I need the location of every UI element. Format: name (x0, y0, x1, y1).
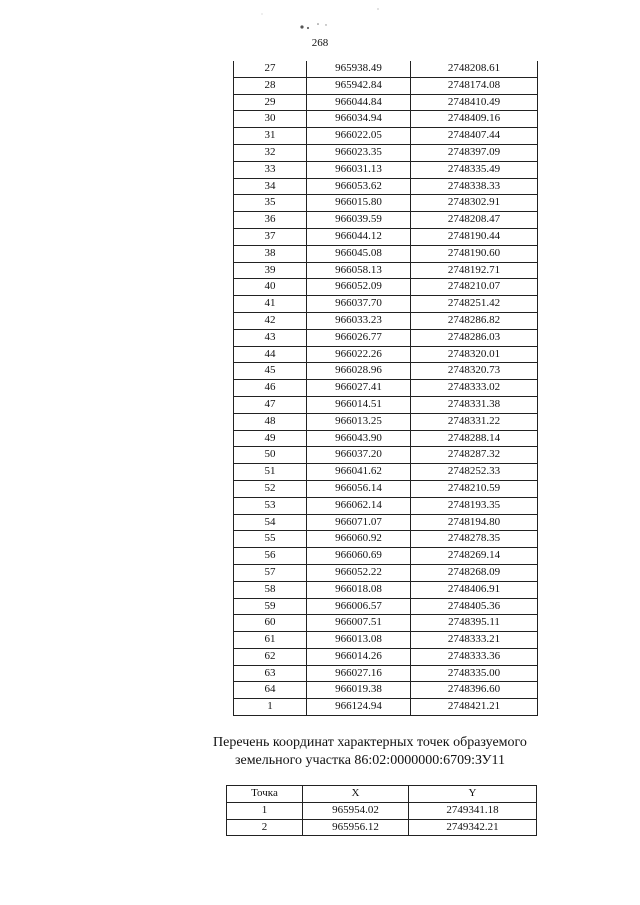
y-coordinate-cell: 2748333.02 (411, 380, 538, 397)
x-coordinate-cell: 966022.26 (307, 346, 411, 363)
point-number-cell: 57 (234, 564, 307, 581)
header-point: Точка (227, 786, 303, 803)
point-number-cell: 28 (234, 77, 307, 94)
x-coordinate-cell: 965938.49 (307, 61, 411, 77)
point-number-cell: 46 (234, 380, 307, 397)
table-row (234, 178, 538, 195)
x-coordinate-cell: 966019.38 (307, 682, 411, 699)
x-coordinate-cell: 966056.14 (307, 480, 411, 497)
point-number-cell: 1 (227, 802, 303, 819)
table-row (234, 632, 538, 649)
table-row (234, 581, 538, 598)
point-number-cell: 62 (234, 648, 307, 665)
table-row (234, 245, 538, 262)
caption-line-1: Перечень координат характерных точек образуемого (213, 735, 527, 750)
point-number-cell: 60 (234, 615, 307, 632)
point-number-cell: 56 (234, 548, 307, 565)
point-number-cell: 33 (234, 161, 307, 178)
table-row (234, 665, 538, 682)
y-coordinate-cell: 2748174.08 (411, 77, 538, 94)
x-coordinate-cell: 965954.02 (303, 802, 409, 819)
x-coordinate-cell: 966034.94 (307, 111, 411, 128)
point-number-cell: 36 (234, 212, 307, 229)
point-number-cell: 55 (234, 531, 307, 548)
table-row (234, 464, 538, 481)
y-coordinate-cell: 2748421.21 (411, 699, 538, 716)
point-number-cell: 64 (234, 682, 307, 699)
y-coordinate-cell: 2748288.14 (411, 430, 538, 447)
y-coordinate-cell: 2748210.59 (411, 480, 538, 497)
point-number-cell: 37 (234, 228, 307, 245)
point-number-cell: 45 (234, 363, 307, 380)
header-y: Y (409, 786, 537, 803)
x-coordinate-cell: 966013.08 (307, 632, 411, 649)
point-number-cell: 40 (234, 279, 307, 296)
point-number-cell: 30 (234, 111, 307, 128)
point-number-cell: 27 (234, 61, 307, 77)
table-row (234, 615, 538, 632)
point-number-cell: 63 (234, 665, 307, 682)
x-coordinate-cell: 966058.13 (307, 262, 411, 279)
caption-line-2: земельного участка 86:02:0000000:6709:ЗУ11 (234, 753, 506, 768)
y-coordinate-cell: 2748269.14 (411, 548, 538, 565)
table-row (234, 380, 538, 397)
table-row (234, 480, 538, 497)
y-coordinate-cell: 2748190.60 (411, 245, 538, 262)
point-number-cell: 51 (234, 464, 307, 481)
x-coordinate-cell: 966006.57 (307, 598, 411, 615)
table-row (227, 802, 537, 819)
point-number-cell: 2 (227, 819, 303, 836)
y-coordinate-cell: 2748208.61 (411, 61, 538, 77)
table-row (234, 598, 538, 615)
point-number-cell: 32 (234, 144, 307, 161)
x-coordinate-cell: 965956.12 (303, 819, 409, 836)
parcel-coordinates-table (226, 785, 537, 836)
scan-specks (240, 4, 400, 38)
table-row (234, 161, 538, 178)
table-row (234, 682, 538, 699)
y-coordinate-cell: 2748193.35 (411, 497, 538, 514)
y-coordinate-cell: 2748320.73 (411, 363, 538, 380)
point-number-cell: 52 (234, 480, 307, 497)
point-number-cell: 44 (234, 346, 307, 363)
point-number-cell: 39 (234, 262, 307, 279)
y-coordinate-cell: 2748406.91 (411, 581, 538, 598)
x-coordinate-cell: 966014.26 (307, 648, 411, 665)
point-number-cell: 47 (234, 396, 307, 413)
y-coordinate-cell: 2748331.22 (411, 413, 538, 430)
y-coordinate-cell: 2748287.32 (411, 447, 538, 464)
y-coordinate-cell: 2748278.35 (411, 531, 538, 548)
table-row (234, 77, 538, 94)
table-row (234, 564, 538, 581)
point-number-cell: 34 (234, 178, 307, 195)
x-coordinate-cell: 966060.69 (307, 548, 411, 565)
point-number-cell: 43 (234, 329, 307, 346)
table-row (234, 262, 538, 279)
page-number: 268 (311, 37, 329, 49)
x-coordinate-cell: 966023.35 (307, 144, 411, 161)
table-row (234, 531, 538, 548)
point-number-cell: 54 (234, 514, 307, 531)
y-coordinate-cell: 2748409.16 (411, 111, 538, 128)
point-number-cell: 42 (234, 312, 307, 329)
point-number-cell: 38 (234, 245, 307, 262)
table-row (227, 819, 537, 836)
y-coordinate-cell: 2748210.07 (411, 279, 538, 296)
table-row (234, 111, 538, 128)
y-coordinate-cell: 2748286.82 (411, 312, 538, 329)
x-coordinate-cell: 966053.62 (307, 178, 411, 195)
y-coordinate-cell: 2748335.49 (411, 161, 538, 178)
x-coordinate-cell: 965942.84 (307, 77, 411, 94)
section-caption (150, 734, 590, 770)
y-coordinate-cell: 2748338.33 (411, 178, 538, 195)
table-row (234, 363, 538, 380)
y-coordinate-cell: 2748252.33 (411, 464, 538, 481)
x-coordinate-cell: 966037.20 (307, 447, 411, 464)
table-row (234, 329, 538, 346)
table-row (234, 396, 538, 413)
table-row (234, 447, 538, 464)
x-coordinate-cell: 966044.84 (307, 94, 411, 111)
table-row (234, 346, 538, 363)
table-row (234, 128, 538, 145)
x-coordinate-cell: 966124.94 (307, 699, 411, 716)
table-row (234, 430, 538, 447)
x-coordinate-cell: 966043.90 (307, 430, 411, 447)
x-coordinate-cell: 966052.22 (307, 564, 411, 581)
x-coordinate-cell: 966028.96 (307, 363, 411, 380)
table-row (234, 296, 538, 313)
point-number-cell: 1 (234, 699, 307, 716)
x-coordinate-cell: 966071.07 (307, 514, 411, 531)
table-row (234, 514, 538, 531)
y-coordinate-cell: 2748331.38 (411, 396, 538, 413)
point-number-cell: 59 (234, 598, 307, 615)
y-coordinate-cell: 2748410.49 (411, 94, 538, 111)
x-coordinate-cell: 966039.59 (307, 212, 411, 229)
y-coordinate-cell: 2748396.60 (411, 682, 538, 699)
table-row (234, 61, 538, 77)
y-coordinate-cell: 2748302.91 (411, 195, 538, 212)
table-row (234, 413, 538, 430)
y-coordinate-cell: 2748395.11 (411, 615, 538, 632)
x-coordinate-cell: 966037.70 (307, 296, 411, 313)
table-header-row (227, 786, 537, 803)
table-row (234, 312, 538, 329)
y-coordinate-cell: 2748407.44 (411, 128, 538, 145)
y-coordinate-cell: 2748397.09 (411, 144, 538, 161)
point-number-cell: 58 (234, 581, 307, 598)
point-number-cell: 53 (234, 497, 307, 514)
x-coordinate-cell: 966044.12 (307, 228, 411, 245)
x-coordinate-cell: 966060.92 (307, 531, 411, 548)
header-x: X (303, 786, 409, 803)
x-coordinate-cell: 966013.25 (307, 413, 411, 430)
point-number-cell: 41 (234, 296, 307, 313)
table-row (234, 94, 538, 111)
table-row (234, 212, 538, 229)
table-row (234, 279, 538, 296)
table-row (234, 195, 538, 212)
y-coordinate-cell: 2748190.44 (411, 228, 538, 245)
y-coordinate-cell: 2748333.36 (411, 648, 538, 665)
point-number-cell: 29 (234, 94, 307, 111)
y-coordinate-cell: 2748405.36 (411, 598, 538, 615)
x-coordinate-cell: 966015.80 (307, 195, 411, 212)
point-number-cell: 48 (234, 413, 307, 430)
x-coordinate-cell: 966041.62 (307, 464, 411, 481)
y-coordinate-cell: 2748335.00 (411, 665, 538, 682)
point-number-cell: 50 (234, 447, 307, 464)
x-coordinate-cell: 966014.51 (307, 396, 411, 413)
y-coordinate-cell: 2749341.18 (409, 802, 537, 819)
y-coordinate-cell: 2748192.71 (411, 262, 538, 279)
table-row (234, 228, 538, 245)
x-coordinate-cell: 966052.09 (307, 279, 411, 296)
x-coordinate-cell: 966022.05 (307, 128, 411, 145)
x-coordinate-cell: 966033.23 (307, 312, 411, 329)
table-row (234, 144, 538, 161)
x-coordinate-cell: 966027.41 (307, 380, 411, 397)
coordinates-table-body (234, 61, 538, 716)
x-coordinate-cell: 966031.13 (307, 161, 411, 178)
table-row (234, 699, 538, 716)
coordinates-table (233, 61, 538, 716)
x-coordinate-cell: 966026.77 (307, 329, 411, 346)
point-number-cell: 31 (234, 128, 307, 145)
y-coordinate-cell: 2748333.21 (411, 632, 538, 649)
y-coordinate-cell: 2748268.09 (411, 564, 538, 581)
point-number-cell: 49 (234, 430, 307, 447)
table-row (234, 648, 538, 665)
x-coordinate-cell: 966045.08 (307, 245, 411, 262)
point-number-cell: 35 (234, 195, 307, 212)
parcel-table-body (227, 802, 537, 836)
y-coordinate-cell: 2749342.21 (409, 819, 537, 836)
y-coordinate-cell: 2748286.03 (411, 329, 538, 346)
x-coordinate-cell: 966018.08 (307, 581, 411, 598)
x-coordinate-cell: 966027.16 (307, 665, 411, 682)
x-coordinate-cell: 966007.51 (307, 615, 411, 632)
y-coordinate-cell: 2748320.01 (411, 346, 538, 363)
y-coordinate-cell: 2748251.42 (411, 296, 538, 313)
table-row (234, 548, 538, 565)
y-coordinate-cell: 2748194.80 (411, 514, 538, 531)
y-coordinate-cell: 2748208.47 (411, 212, 538, 229)
point-number-cell: 61 (234, 632, 307, 649)
table-row (234, 497, 538, 514)
x-coordinate-cell: 966062.14 (307, 497, 411, 514)
